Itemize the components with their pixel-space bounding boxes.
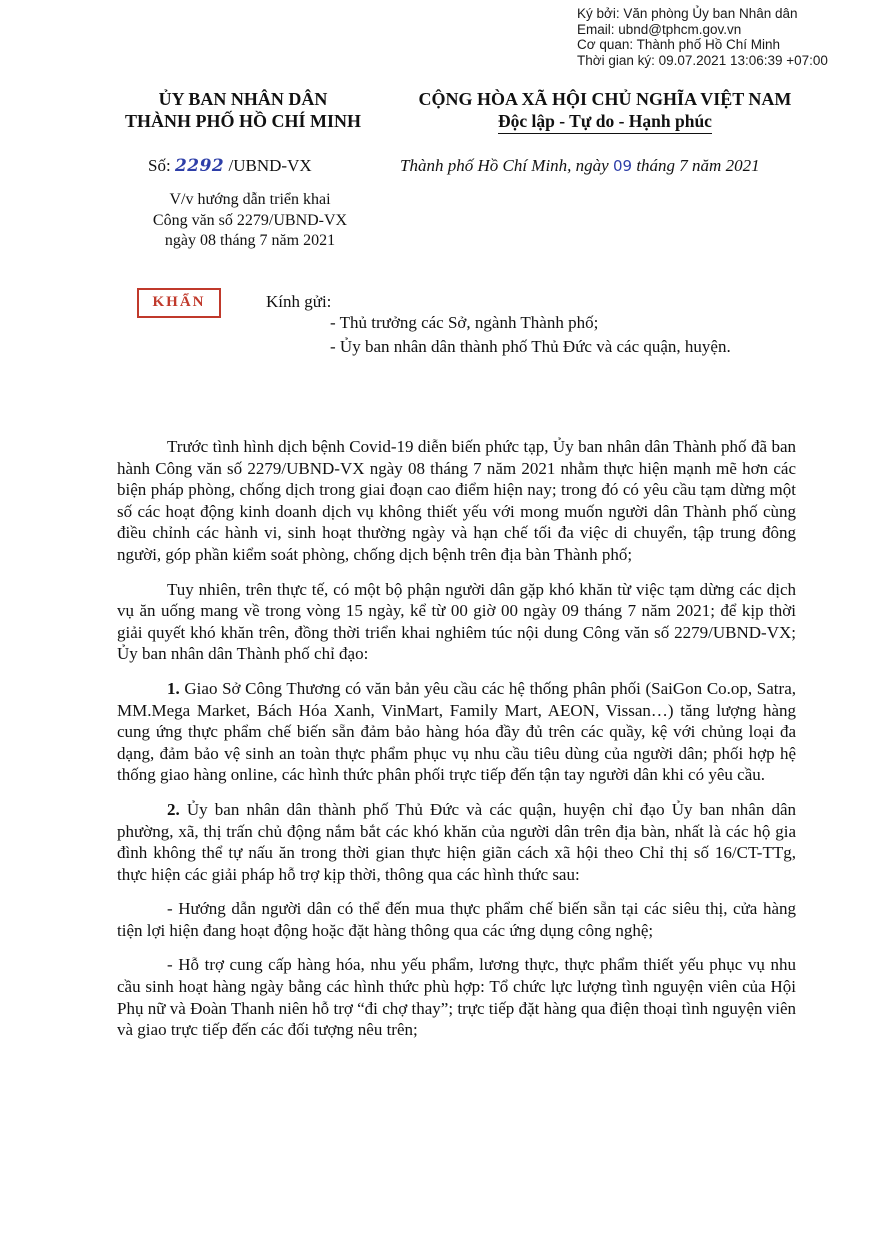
directive-number: 2. [167, 799, 180, 819]
issue-date [400, 156, 760, 176]
subject-line-1: V/v hướng dẫn triển khai [169, 191, 331, 208]
doc-number-suffix: /UBND-VX [224, 156, 312, 175]
signature-agency: Cơ quan: Thành phố Hồ Chí Minh [577, 37, 780, 52]
issuer-header [108, 88, 378, 132]
document-number [148, 156, 312, 176]
nation-header [385, 88, 825, 134]
bullet-item: - Hướng dẫn người dân có thể đến mua thực phẩm chế biến sẵn tại các siêu thị, cửa hàng tiện lợi hiện đang hoạt động hoặc đặt hàng thông qua các ứng dụng công nghệ; [117, 899, 796, 940]
date-suffix: tháng 7 năm 2021 [632, 156, 760, 175]
bullet-item: - Hỗ trợ cung cấp hàng hóa, nhu yếu phẩm, lương thực, thực phẩm thiết yếu phục vụ nhu cầu sinh hoạt hàng ngày bằng các hình thức phù hợp: Tổ chức lực lượng tình nguyện viên của Hội Phụ nữ và Đoàn Thanh niên hỗ trợ “đi chợ thay”; trực tiếp đặt hàng qua điện thoại tình nguyện viên và giao trực tiếp đến các đối tượng nêu trên; [117, 955, 796, 1040]
directive-text: Giao Sở Công Thương có văn bản yêu cầu các hệ thống phân phối (SaiGon Co.op, Satra, MM.Mega Market, Bách Hóa Xanh, VinMart, Family Mart, AEON, Vissan…) tăng lượng hàng cung ứng thực phẩm chế biến sẵn đảm bảo hàng hóa đầy đủ trên các quầy, kệ với chủng loại đa dạng, đảm bảo vệ sinh an toàn thực phẩm phục vụ nhu cầu tiêu dùng của người dân; phối hợp hệ thống giao hàng online, các hình thức phân phối trực tiếp đến tận tay người dân khi có yêu cầu. [117, 678, 796, 785]
urgent-stamp: KHẨN [137, 288, 221, 318]
body-paragraph: Tuy nhiên, trên thực tế, có một bộ phận người dân gặp khó khăn từ việc tạm dừng các dịch vụ ăn uống mang về trong vòng 15 ngày, kể từ 00 giờ 00 ngày 09 tháng 7 năm 2021; để kịp thời giải quyết khó khăn trên, đồng thời triển khai nghiêm túc nội dung Công văn số 2279/UBND-VX; Ủy ban nhân dân Thành phố chỉ đạo: [117, 579, 796, 664]
signature-email: Email: ubnd@tphcm.gov.vn [577, 21, 742, 37]
recipient-greeting: Kính gửi: [266, 292, 332, 311]
doc-number-prefix: Số: [148, 156, 175, 175]
directive-text: Ủy ban nhân dân thành phố Thủ Đức và các quận, huyện chỉ đạo Ủy ban nhân dân phường, xã, thị trấn chủ động nắm bắt các khó khăn của người dân trên địa bàn, nhất là các hộ gia đình không thể tự nấu ăn trong thời gian thực hiện giãn cách xã hội theo Chỉ thị số 16/CT-TTg, thực hiện các giải pháp hỗ trợ kịp thời, thông qua các hình thức sau: [117, 799, 796, 884]
issuer-line-1: ỦY BAN NHÂN DÂN [158, 89, 328, 109]
directive-item-1 [117, 678, 796, 786]
recipient-item: - Thủ trưởng các Sở, ngành Thành phố; [330, 313, 599, 332]
subject-line-2: Công văn số 2279/UBND-VX [152, 211, 348, 229]
body-paragraph: Trước tình hình dịch bệnh Covid-19 diễn biến phức tạp, Ủy ban nhân dân Thành phố đã ban hành Công văn số 2279/UBND-VX ngày 08 tháng 7 năm 2021 nhằm thực hiện mạnh mẽ hơn các biện pháp phòng, chống dịch trong giai đoạn cao điểm hiện nay; trong đó có yêu cầu tạm dừng một số các hoạt động kinh doanh dịch vụ không thiết yếu với mong muốn người dân Thành phố cùng điều chỉnh các hành vi, sinh hoạt thường ngày và hạn chế tối đa việc di chuyển, tập trung đông người, góp phần kiểm soát phòng, chống dịch bệnh trên địa bàn Thành phố; [117, 437, 796, 564]
nation-name: CỘNG HÒA XÃ HỘI CHỦ NGHĨA VIỆT NAM [418, 89, 792, 109]
subject-line-3: ngày 08 tháng 7 năm 2021 [164, 232, 336, 249]
nation-motto: Độc lập - Tự do - Hạnh phúc [498, 110, 712, 134]
doc-number-handwritten: 2292 [174, 156, 225, 176]
recipient-item: - Ủy ban nhân dân thành phố Thủ Đức và các quận, huyện. [330, 337, 731, 356]
directive-number: 1. [167, 678, 180, 698]
issuer-line-2: THÀNH PHỐ HỒ CHÍ MINH [124, 111, 361, 131]
digital-signature-block [577, 6, 828, 68]
date-prefix: Thành phố Hồ Chí Minh, ngày [400, 156, 613, 175]
signature-signer: Ký bởi: Văn phòng Ủy ban Nhân dân [577, 6, 798, 21]
signature-time: Thời gian ký: 09.07.2021 13:06:39 +07:00 [577, 52, 828, 68]
document-body [117, 436, 796, 1041]
directive-item-2 [117, 799, 796, 885]
subject-block [120, 190, 380, 252]
date-day-handwritten: 09 [612, 157, 633, 175]
